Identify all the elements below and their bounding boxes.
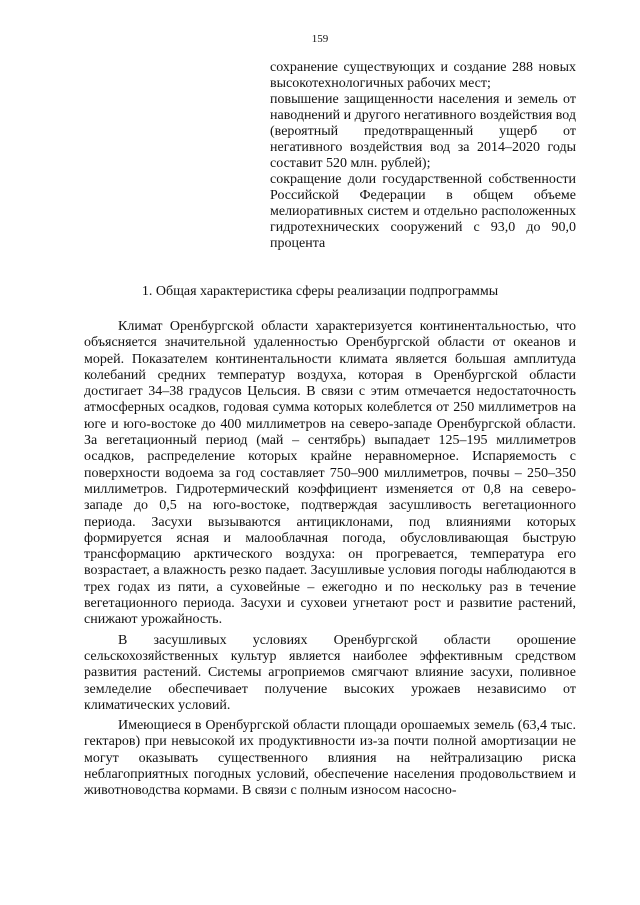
paragraph: В засушливых условиях Оренбургской области орошение сельскохозяйственных культур является наиболее эффективным средством развития растений. Системы агроприемов смягчают влияние засухи, поливное земледелие обеспечивает получение высоких урожаев независимо от климатических условий. <box>84 632 576 713</box>
list-item: повышение защищенности населения и земель от наводнений и другого негативного воздействия вод (вероятный предотвращенный ущерб от негативного воздействия вод за 2014–2020 годы составит 520 млн. рублей); <box>270 92 576 171</box>
list-item: сохранение существующих и создание 288 новых высокотехнологичных рабочих мест; <box>270 60 576 91</box>
paragraph: Климат Оренбургской области характеризуется континентальностью, что объясняется значительной удаленностью Оренбургской области от океанов и морей. Показателем континентальности климата является большая амплитуда колебаний средних температур воздуха, которая в Оренбургской области достигает 34–38 градусов Цельсия. В связи с этим отмечается недостаточность атмосферных осадков, годовая сумма которых колеблется от 250 миллиметров на юге и юго-востоке до 400 миллиметров на северо-западе Оренбургской области. За вегетационный период (май – сентябрь) выпадает 125–195 миллиметров осадков, распределение которых крайне неравномерное. Испаряемость с поверхности водоема за год составляет 750–900 миллиметров, почвы – 250–350 миллиметров. Гидротермический коэффициент изменяется от 0,8 на северо-западе до 0,5 на юго-востоке, подтверждая засушливость вегетационного периода. Засухи вызываются антициклонами, под влияниями которых формируется ясная и малооблачная погода, обусловливающая быструю трансформацию арктического воздуха: он прогревается, температура его возрастает, а влажность резко падает. Засушливые условия погоды наблюдаются в трех годах из пяти, а суховейные – ежегодно и по нескольку раз в течение вегетационного периода. Засухи и суховеи угнетают рост и развитие растений, снижают урожайность. <box>84 319 576 628</box>
body-text <box>84 319 576 804</box>
paragraph: Имеющиеся в Оренбургской области площади орошаемых земель (63,4 тыс. гектаров) при невысокой их продуктивности из-за почти полной амортизации не могут оказывать существенного влияния на нейтрализацию риска неблагоприятных погодных условий, обеспечение населения продовольствием и животноводства кормами. В связи с полным износом насосно- <box>84 718 576 799</box>
section-title: 1. Общая характеристика сферы реализации подпрограммы <box>141 284 499 299</box>
expected-results-list <box>270 60 576 252</box>
page-number: 159 <box>311 33 329 45</box>
list-item: сокращение доли государственной собственности Российской Федерации в общем объеме мелиоративных систем и отдельно расположенных гидротехнических сооружений с 93,0 до 90,0 процента <box>270 172 576 251</box>
